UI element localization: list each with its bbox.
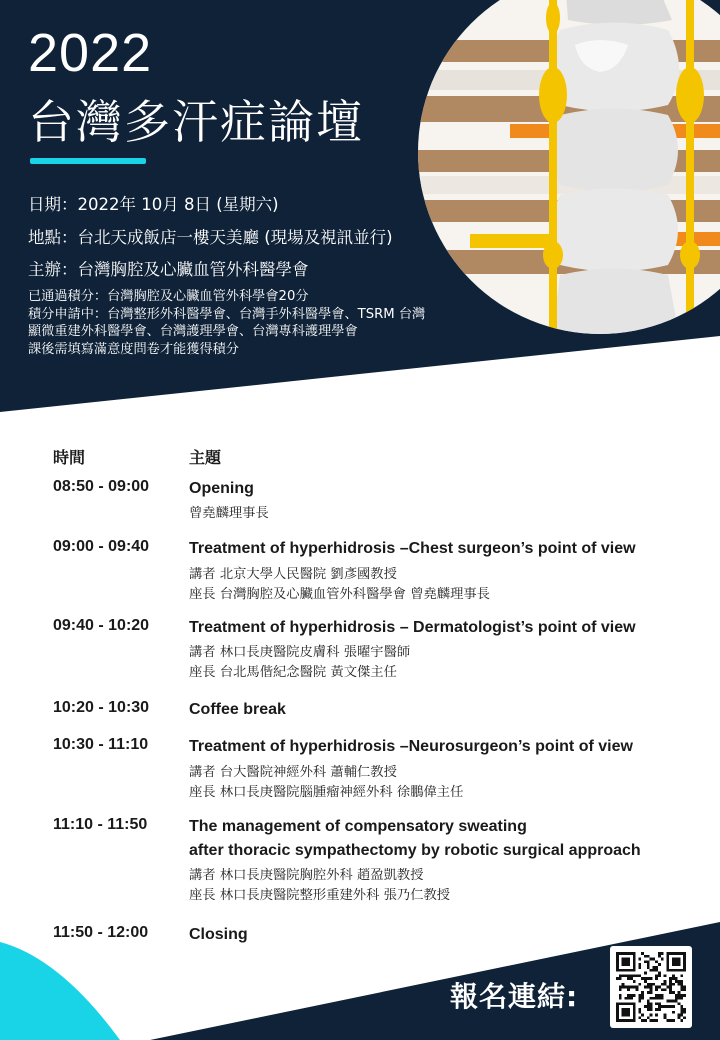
session-topic: The management of compensatory sweating bbox=[189, 818, 527, 835]
session-time: 10:20 - 10:30 bbox=[53, 699, 150, 716]
credit-line: 顯微重建外科醫學會、台灣護理學會、台灣專科護理學會 bbox=[28, 324, 358, 339]
session-topic-line2: after thoracic sympathectomy by robotic surgical approach bbox=[189, 842, 641, 859]
session-topic: Coffee break bbox=[189, 701, 286, 718]
session-speaker: 講者 台大醫院神經外科 蕭輔仁教授 bbox=[189, 765, 397, 780]
event-title: 台灣多汗症論壇 bbox=[28, 95, 364, 149]
session-speaker: 講者 北京大學人民醫院 劉彥國教授 bbox=[189, 567, 397, 582]
session-topic: Treatment of hyperhidrosis – Dermatologist’s point of view bbox=[189, 619, 636, 636]
session-time: 11:10 - 11:50 bbox=[53, 816, 148, 833]
event-year: 2022 bbox=[28, 23, 153, 83]
session-topic: Opening bbox=[189, 480, 254, 497]
session-chair: 座長 林口長庚醫院腦腫瘤神經外科 徐鵬偉主任 bbox=[189, 785, 464, 800]
registration-qr-link[interactable] bbox=[610, 946, 692, 1028]
schedule-header-time: 時間 bbox=[53, 448, 86, 467]
event-date: 日期：2022年 10月 8日 (星期六) bbox=[28, 195, 279, 214]
registration-label: 報名連結: bbox=[450, 980, 579, 1013]
title-underline bbox=[30, 158, 146, 164]
session-time: 09:00 - 09:40 bbox=[53, 538, 150, 555]
footer-accent bbox=[0, 942, 120, 1040]
session-topic: Treatment of hyperhidrosis –Neurosurgeon’s point of view bbox=[189, 738, 633, 755]
session-chair: 座長 台灣胸腔及心臟血管外科醫學會 曾堯麟理事長 bbox=[189, 587, 490, 602]
session-chair: 座長 林口長庚醫院整形重建外科 張乃仁教授 bbox=[189, 888, 451, 903]
session-time: 10:30 - 11:10 bbox=[53, 736, 149, 753]
credit-line: 積分申請中：台灣整形外科醫學會、台灣手外科醫學會、TSRM 台灣 bbox=[28, 306, 426, 322]
qr-code-icon bbox=[616, 952, 686, 1022]
session-time: 08:50 - 09:00 bbox=[53, 478, 150, 495]
credit-line: 課後需填寫滿意度問卷才能獲得積分 bbox=[28, 341, 239, 357]
session-topic: Treatment of hyperhidrosis –Chest surgeon’s point of view bbox=[189, 540, 636, 557]
session-speaker: 講者 林口長庚醫院皮膚科 張曜宇醫師 bbox=[189, 645, 411, 660]
session-time: 09:40 - 10:20 bbox=[53, 617, 150, 634]
credit-line: 已通過積分：台灣胸腔及心臟血管外科學會20分 bbox=[28, 289, 309, 304]
session-speaker: 講者 林口長庚醫院胸腔外科 趙盈凱教授 bbox=[189, 868, 424, 883]
schedule-header-topic: 主題 bbox=[189, 448, 222, 467]
session-chair: 座長 台北馬偕紀念醫院 黃文傑主任 bbox=[189, 665, 397, 680]
session-time: 11:50 - 12:00 bbox=[53, 924, 149, 941]
credit-info bbox=[28, 288, 425, 358]
session-topic: Closing bbox=[189, 926, 248, 943]
session-detail: 曾堯麟理事長 bbox=[189, 506, 269, 521]
event-venue: 地點：台北天成飯店一樓天美廳 (現場及視訊並行) bbox=[28, 228, 393, 247]
event-host: 主辦：台灣胸腔及心臟血管外科醫學會 bbox=[28, 260, 309, 279]
